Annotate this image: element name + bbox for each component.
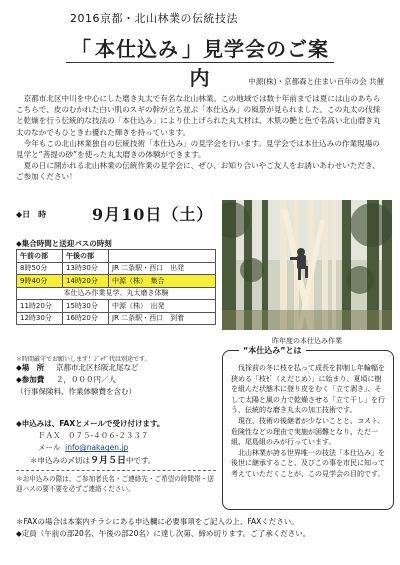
title-tail: 見学会のご案内 bbox=[189, 37, 329, 90]
fax-note: ＊FAXの場合は本案内チラシにある申込欄に必要事項をご記入の上、FAXください。 bbox=[16, 517, 299, 526]
table-row bbox=[17, 287, 216, 300]
forest-photo-illustration bbox=[222, 200, 392, 330]
header-topline: 2016京都・北山林業の伝統技法 bbox=[70, 12, 238, 25]
schedule-head-place bbox=[109, 250, 216, 263]
schedule-cell-place: JR 二条駅・西口 出発 bbox=[109, 262, 216, 275]
schedule-header-row bbox=[17, 250, 216, 263]
info-box-paragraph-1: 伐採前の冬に枝を払って成長を抑制し年輪幅を狭める「枝ｾﾞ（えだじめ）」に始まり、夏頃に樹を組んだ状態木に登り皮をむく「立て剥き」、そして太陽と風の力で乾燥させる「立て干し」を行う、伝統的な磨き丸太の加工技術です。 bbox=[231, 364, 385, 415]
schedule-head-am: 午前の部 bbox=[17, 250, 63, 263]
title-close-bracket: 」 bbox=[182, 37, 203, 61]
schedule-head-pm: 午後の部 bbox=[63, 250, 109, 263]
event-info bbox=[16, 362, 139, 398]
schedule-cell-place: 中源（株） 集合 bbox=[109, 275, 216, 288]
deadline-prefix: ＊申込みの〆切は bbox=[30, 455, 90, 465]
organizers: 中源(株)・京都森と住まい百年の会 共催 bbox=[248, 77, 384, 86]
schedule-cell-am: 9時40分 bbox=[17, 275, 63, 288]
title-open-bracket: 「 bbox=[71, 37, 92, 61]
date-row bbox=[16, 200, 216, 230]
forest-photo bbox=[222, 200, 392, 330]
info-box-body bbox=[231, 363, 385, 480]
schedule-cell-pm: 16時20分 bbox=[63, 312, 109, 325]
info-box bbox=[222, 346, 394, 510]
deadline-date: ９月５日 bbox=[90, 455, 127, 466]
intro-paragraph-3: 夏の日に開かれる北山林業の伝統作業の見学会に、ぜひ、お知り合いやご友人をお誘いあわせいただき、ご参加ください！ bbox=[16, 161, 380, 182]
schedule-cell-pm: 13時30分 bbox=[63, 262, 109, 275]
schedule-cell-activity: 本仕込み作業見学、丸太磨き体験 bbox=[17, 287, 216, 300]
mail-link[interactable]: info@nakagen.jp bbox=[65, 443, 129, 453]
contact-intro: ◆申込みは、FAXとメールで受け付けます。 bbox=[16, 419, 165, 428]
contact-info bbox=[16, 418, 164, 467]
schedule-table bbox=[16, 249, 216, 325]
place-label: ◆場 所 bbox=[16, 363, 45, 372]
intro-paragraph-2: 今年もこの北山林業独自の伝統技術「本仕込み」の見学会を行います。見学会では本仕込みの作業現場の見学と“菩提の砂”を使った丸太磨きの体験ができます。 bbox=[16, 138, 380, 160]
date-value: 9月10日（土） bbox=[92, 205, 214, 224]
photo-caption: 昨年度の本仕込み作業 bbox=[272, 337, 342, 345]
fee-value: ２，０００円／人 bbox=[56, 375, 116, 384]
intro-paragraph-1: 京都市北区中川を中心にした磨き丸太で有名な北山林業。この地域では数十年前までは夏には山のあちらこちらで、皮のむかれた白い肌のスギの幹が立ち並ぶ「本仕込み」の風景が見られました。この丸太の伐採と乾燥を行う伝統的な技法の「本仕込み」により仕上げられた丸太材は、木肌の艶と色で名高い北山磨き丸太のなかでもひときわ優れた輝きを持っています。 bbox=[16, 94, 381, 137]
title-underline bbox=[66, 62, 334, 63]
capacity-note: ◆定員（午前の部20名、午後の部20名）に達し次第、締め切ります。ご了承ください。 bbox=[16, 529, 311, 538]
fee-note: （行事保険料、作業体験費を含む） bbox=[16, 387, 136, 396]
schedule-cell-am: 8時50分 bbox=[17, 262, 63, 275]
divider bbox=[16, 470, 216, 471]
mail-row bbox=[16, 442, 164, 454]
schedule-cell-am: 11時20分 bbox=[17, 300, 63, 313]
schedule-cell-pm: 15時30分 bbox=[63, 300, 109, 313]
title-main: 本仕込み bbox=[95, 37, 179, 61]
table-row bbox=[17, 300, 216, 313]
date-label: ◆日 時 bbox=[16, 210, 47, 219]
table-row-highlighted bbox=[17, 275, 216, 288]
table-row bbox=[17, 262, 216, 275]
fee-label: ◆参加費 bbox=[16, 375, 45, 384]
mail-label: メール bbox=[38, 443, 61, 453]
info-box-paragraph-2: 現在、技術の後継者が少ないことと、コスト、危険性などの理由で実施が困難となり、ただ一組、尾島組のみが行っています。 bbox=[231, 416, 385, 447]
table-row bbox=[17, 312, 216, 325]
schedule-note: ＊時間厳守でお願いします！ｼﾞｬｹﾞ代は別途です。 bbox=[16, 356, 151, 363]
fee-row bbox=[16, 374, 139, 386]
schedule-cell-place: JR 二条駅・西口 到着 bbox=[109, 312, 216, 325]
footnote: ＊お申込みの際は、ご参加者氏名・ご連絡先・ご希望の時間帯・送迎バスの要不要を必ずご連絡ください。 bbox=[16, 475, 214, 493]
info-box-title: “本仕込み”とは bbox=[239, 345, 306, 356]
fax-number: ＦＡＸ ０７５-４０６-２３３７ bbox=[38, 431, 149, 441]
deadline-row bbox=[16, 455, 164, 467]
schedule-cell-am: 12時30分 bbox=[17, 312, 63, 325]
info-box-paragraph-3: 北山林業が誇る世界唯一の技法「本仕込み」を後世に継承すること、及びこの事を市民に知って考えていただくことが、この見学会の目的です。 bbox=[231, 448, 385, 478]
bottom-notes bbox=[16, 516, 392, 540]
place-value: 京都市北区杉阪北尾など bbox=[56, 363, 139, 372]
schedule-cell-place: 中源（株） 出発 bbox=[109, 300, 216, 313]
deadline-suffix: 中です。 bbox=[126, 455, 156, 465]
schedule-cell-pm: 14時20分 bbox=[63, 275, 109, 288]
schedule-title: ◆集合時間と送迎バスの時刻 bbox=[16, 239, 112, 248]
intro-text bbox=[16, 93, 386, 183]
place-row bbox=[16, 362, 139, 374]
